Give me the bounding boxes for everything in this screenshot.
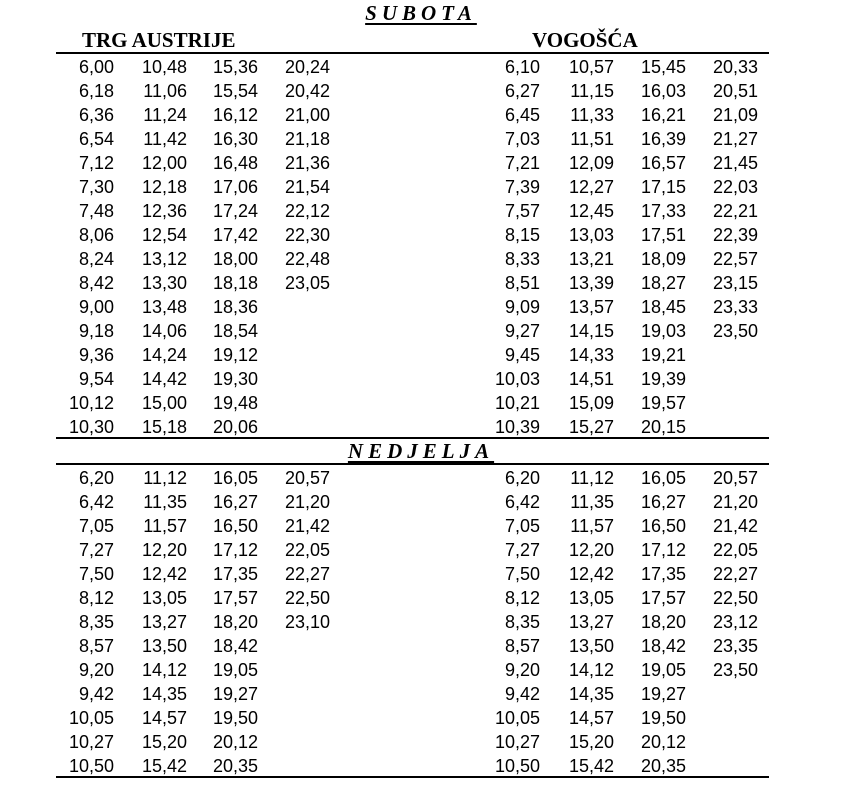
departure-time: 19,03 [640,321,686,341]
departure-time: 22,27 [284,564,330,584]
departure-time: 22,03 [712,177,758,197]
departure-time: 18,36 [212,297,258,317]
departure-time: 18,20 [640,612,686,632]
departure-time: 22,05 [284,540,330,560]
departure-time: 17,12 [640,540,686,560]
departure-time: 8,24 [78,249,114,269]
sunday-title: NEDJELJA [347,439,495,463]
departure-time: 22,39 [712,225,758,245]
departure-time: 15,18 [141,417,187,437]
departure-time: 11,24 [143,105,187,125]
departure-time: 14,42 [141,369,187,389]
departure-time: 15,42 [141,756,187,776]
departure-time: 12,45 [568,201,614,221]
departure-time: 9,20 [78,660,114,680]
departure-time: 17,57 [212,588,258,608]
departure-time: 17,35 [640,564,686,584]
departure-time: 6,36 [78,105,114,125]
departure-time: 16,05 [212,468,258,488]
departure-time: 10,30 [68,417,114,437]
departure-time: 11,42 [143,129,187,149]
departure-time: 16,30 [212,129,258,149]
departure-time: 18,27 [640,273,686,293]
departure-time: 8,06 [78,225,114,245]
departure-time: 8,33 [504,249,540,269]
departure-time: 18,42 [640,636,686,656]
departure-time: 10,03 [494,369,540,389]
departure-time: 17,51 [640,225,686,245]
departure-time: 11,51 [570,129,614,149]
departure-time: 12,00 [141,153,187,173]
departure-time: 20,51 [712,81,758,101]
departure-time: 21,00 [284,105,330,125]
departure-time: 6,54 [78,129,114,149]
departure-time: 22,12 [284,201,330,221]
departure-time: 7,12 [78,153,114,173]
departure-time: 12,20 [568,540,614,560]
departure-time: 15,36 [212,57,258,77]
departure-time: 8,35 [78,612,114,632]
departure-time: 6,10 [504,57,540,77]
departure-time: 16,05 [640,468,686,488]
saturday-title: SUBOTA [365,1,477,25]
departure-time: 6,20 [78,468,114,488]
departure-time: 23,05 [284,273,330,293]
departure-time: 13,50 [568,636,614,656]
departure-time: 11,12 [570,468,614,488]
departure-time: 19,05 [212,660,258,680]
departure-time: 13,30 [141,273,187,293]
departure-time: 16,27 [212,492,258,512]
departure-time: 22,21 [712,201,758,221]
sunday-top-rule [56,463,769,465]
departure-time: 15,00 [141,393,187,413]
departure-time: 22,50 [284,588,330,608]
departure-time: 8,12 [504,588,540,608]
departure-time: 21,09 [712,105,758,125]
departure-time: 6,18 [78,81,114,101]
departure-time: 20,33 [712,57,758,77]
departure-time: 15,20 [568,732,614,752]
departure-time: 19,50 [640,708,686,728]
departure-time: 6,20 [504,468,540,488]
departure-time: 7,21 [504,153,540,173]
departure-time: 15,20 [141,732,187,752]
header-rule [56,52,769,54]
departure-time: 13,12 [141,249,187,269]
departure-time: 9,20 [504,660,540,680]
departure-time: 20,35 [640,756,686,776]
departure-time: 8,51 [504,273,540,293]
departure-time: 16,50 [212,516,258,536]
departure-time: 14,06 [141,321,187,341]
departure-time: 9,42 [78,684,114,704]
departure-time: 10,39 [494,417,540,437]
departure-time: 22,57 [712,249,758,269]
departure-time: 14,12 [568,660,614,680]
departure-time: 7,27 [504,540,540,560]
departure-time: 11,33 [570,105,614,125]
departure-time: 15,54 [212,81,258,101]
departure-time: 13,05 [141,588,187,608]
departure-time: 11,57 [143,516,187,536]
departure-time: 8,15 [504,225,540,245]
departure-time: 16,50 [640,516,686,536]
departure-time: 16,48 [212,153,258,173]
departure-time: 7,03 [504,129,540,149]
departure-time: 12,54 [141,225,187,245]
departure-time: 11,35 [570,492,614,512]
departure-time: 11,15 [570,81,614,101]
departure-time: 13,27 [141,612,187,632]
departure-time: 23,50 [712,321,758,341]
departure-time: 9,36 [78,345,114,365]
departure-time: 6,00 [78,57,114,77]
departure-time: 14,33 [568,345,614,365]
departure-time: 12,42 [568,564,614,584]
departure-time: 16,21 [640,105,686,125]
departure-time: 7,50 [504,564,540,584]
departure-time: 10,12 [68,393,114,413]
departure-time: 10,27 [68,732,114,752]
departure-time: 11,35 [143,492,187,512]
departure-time: 13,05 [568,588,614,608]
departure-time: 18,00 [212,249,258,269]
departure-time: 16,39 [640,129,686,149]
departure-time: 19,21 [640,345,686,365]
departure-time: 23,33 [712,297,758,317]
departure-time: 16,12 [212,105,258,125]
departure-time: 7,48 [78,201,114,221]
departure-time: 14,24 [141,345,187,365]
departure-time: 20,57 [712,468,758,488]
departure-time: 19,48 [212,393,258,413]
departure-time: 23,12 [712,612,758,632]
departure-time: 20,12 [640,732,686,752]
departure-time: 13,57 [568,297,614,317]
departure-time: 21,36 [284,153,330,173]
departure-time: 14,15 [568,321,614,341]
departure-time: 11,57 [570,516,614,536]
departure-time: 21,20 [712,492,758,512]
departure-time: 13,48 [141,297,187,317]
departure-time: 21,27 [712,129,758,149]
departure-time: 15,09 [568,393,614,413]
departure-time: 21,42 [712,516,758,536]
departure-time: 17,15 [640,177,686,197]
departure-time: 17,06 [212,177,258,197]
departure-time: 12,36 [141,201,187,221]
departure-time: 8,12 [78,588,114,608]
departure-time: 9,42 [504,684,540,704]
departure-time: 15,42 [568,756,614,776]
departure-time: 17,35 [212,564,258,584]
departure-time: 23,35 [712,636,758,656]
departure-time: 7,05 [504,516,540,536]
departure-time: 19,05 [640,660,686,680]
departure-time: 21,45 [712,153,758,173]
departure-time: 18,45 [640,297,686,317]
departure-time: 8,42 [78,273,114,293]
departure-time: 13,03 [568,225,614,245]
departure-time: 14,51 [568,369,614,389]
departure-time: 9,27 [504,321,540,341]
departure-time: 17,24 [212,201,258,221]
departure-time: 18,54 [212,321,258,341]
departure-time: 19,30 [212,369,258,389]
departure-time: 23,50 [712,660,758,680]
departure-time: 20,42 [284,81,330,101]
departure-time: 16,27 [640,492,686,512]
departure-time: 21,18 [284,129,330,149]
departure-time: 9,09 [504,297,540,317]
departure-time: 15,27 [568,417,614,437]
departure-time: 11,06 [143,81,187,101]
sunday-bottom-rule [56,776,769,778]
departure-time: 6,42 [78,492,114,512]
departure-time: 14,57 [141,708,187,728]
departure-time: 10,05 [68,708,114,728]
departure-time: 20,06 [212,417,258,437]
departure-time: 6,27 [504,81,540,101]
departure-time: 10,57 [568,57,614,77]
departure-time: 12,27 [568,177,614,197]
departure-time: 13,50 [141,636,187,656]
departure-time: 7,39 [504,177,540,197]
departure-time: 12,42 [141,564,187,584]
departure-time: 12,18 [141,177,187,197]
departure-time: 14,35 [568,684,614,704]
departure-time: 7,30 [78,177,114,197]
departure-time: 17,12 [212,540,258,560]
right-station-heading: VOGOŠĆA [532,28,638,52]
departure-time: 21,42 [284,516,330,536]
departure-time: 22,48 [284,249,330,269]
departure-time: 20,24 [284,57,330,77]
departure-time: 6,42 [504,492,540,512]
departure-time: 19,50 [212,708,258,728]
departure-time: 10,27 [494,732,540,752]
departure-time: 7,50 [78,564,114,584]
departure-time: 20,35 [212,756,258,776]
departure-time: 23,15 [712,273,758,293]
departure-time: 22,30 [284,225,330,245]
departure-time: 17,57 [640,588,686,608]
departure-time: 16,57 [640,153,686,173]
departure-time: 13,27 [568,612,614,632]
departure-time: 15,45 [640,57,686,77]
departure-time: 7,57 [504,201,540,221]
departure-time: 9,18 [78,321,114,341]
departure-time: 23,10 [284,612,330,632]
departure-time: 17,42 [212,225,258,245]
departure-time: 14,35 [141,684,187,704]
departure-time: 10,50 [68,756,114,776]
departure-time: 19,27 [640,684,686,704]
departure-time: 18,09 [640,249,686,269]
departure-time: 13,21 [568,249,614,269]
departure-time: 16,03 [640,81,686,101]
departure-time: 10,05 [494,708,540,728]
departure-time: 10,50 [494,756,540,776]
departure-time: 7,27 [78,540,114,560]
departure-time: 13,39 [568,273,614,293]
departure-time: 11,12 [143,468,187,488]
departure-time: 20,57 [284,468,330,488]
departure-time: 9,54 [78,369,114,389]
left-station-heading: TRG AUSTRIJE [82,28,236,52]
departure-time: 12,09 [568,153,614,173]
departure-time: 7,05 [78,516,114,536]
departure-time: 22,50 [712,588,758,608]
departure-time: 19,12 [212,345,258,365]
departure-time: 18,18 [212,273,258,293]
departure-time: 18,42 [212,636,258,656]
departure-time: 10,21 [494,393,540,413]
departure-time: 12,20 [141,540,187,560]
departure-time: 10,48 [141,57,187,77]
departure-time: 9,45 [504,345,540,365]
departure-time: 8,35 [504,612,540,632]
departure-time: 22,27 [712,564,758,584]
departure-time: 8,57 [504,636,540,656]
departure-time: 6,45 [504,105,540,125]
departure-time: 14,12 [141,660,187,680]
departure-time: 21,20 [284,492,330,512]
departure-time: 18,20 [212,612,258,632]
departure-time: 21,54 [284,177,330,197]
departure-time: 19,39 [640,369,686,389]
departure-time: 14,57 [568,708,614,728]
departure-time: 9,00 [78,297,114,317]
departure-time: 8,57 [78,636,114,656]
departure-time: 22,05 [712,540,758,560]
departure-time: 17,33 [640,201,686,221]
departure-time: 20,15 [640,417,686,437]
departure-time: 20,12 [212,732,258,752]
departure-time: 19,27 [212,684,258,704]
departure-time: 19,57 [640,393,686,413]
